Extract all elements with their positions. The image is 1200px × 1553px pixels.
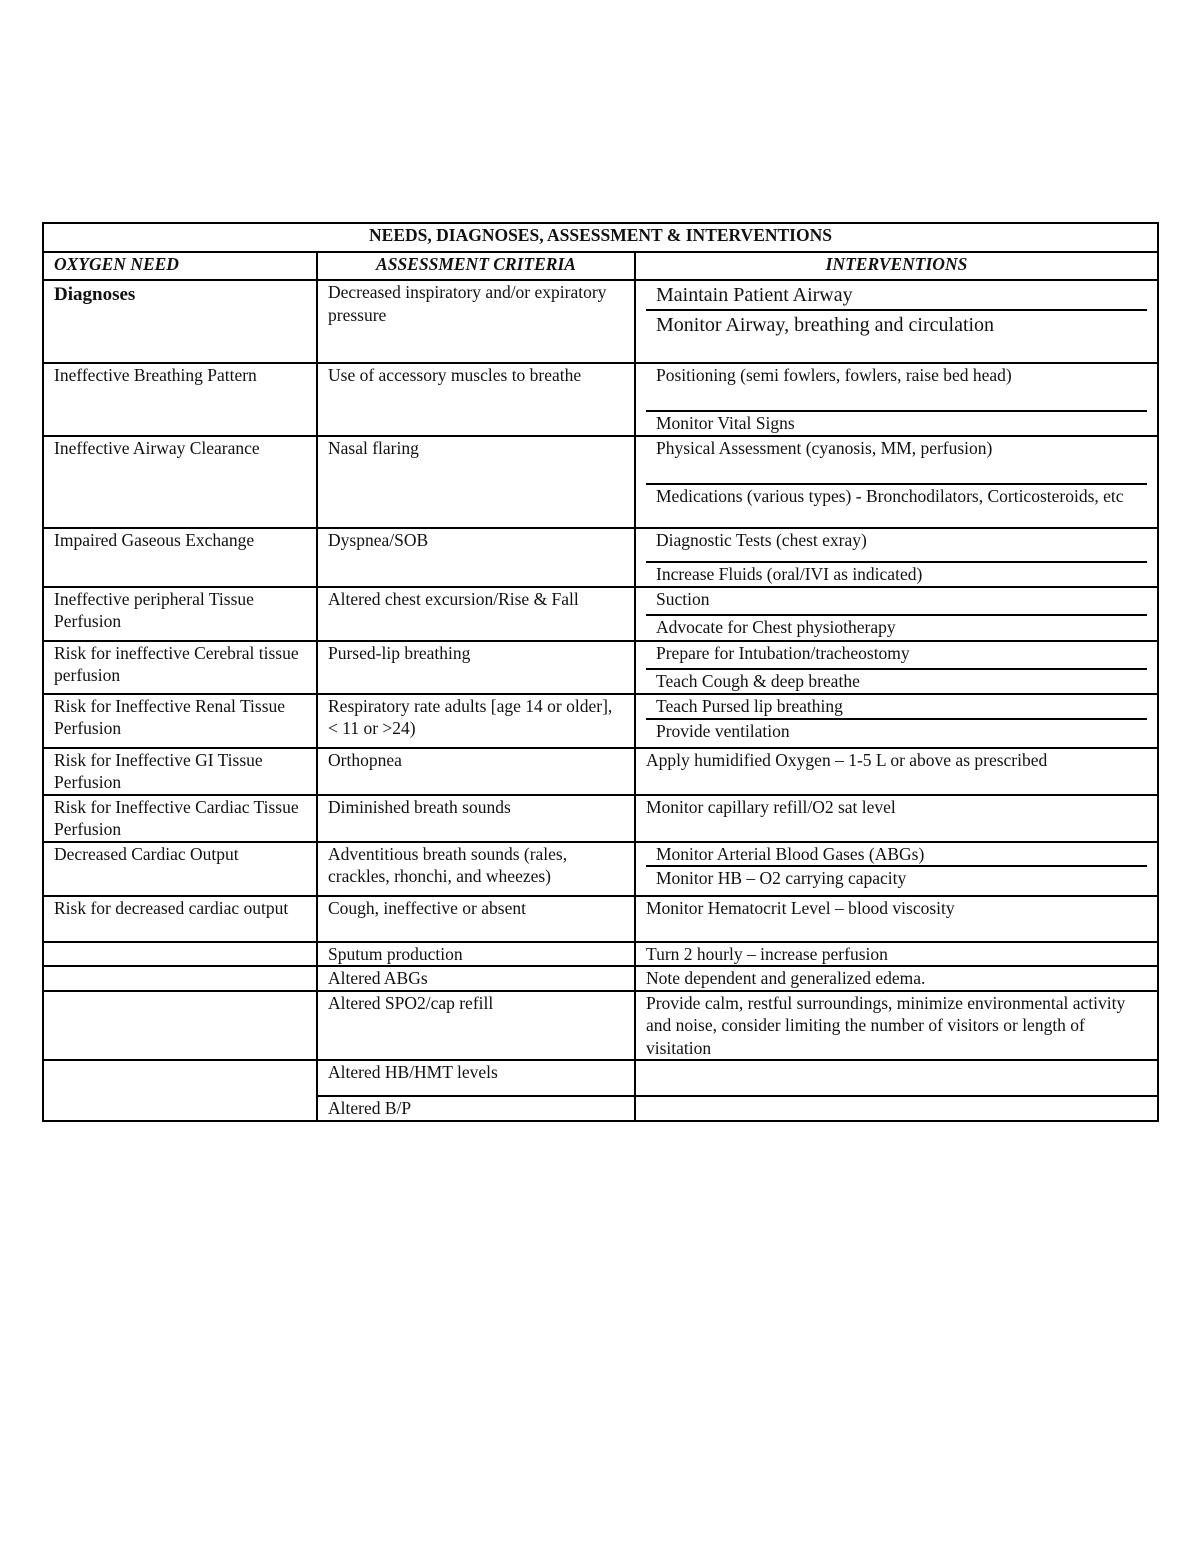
intervention-item: Monitor Vital Signs [646,410,1147,435]
need-cell: Risk for ineffective Cerebral tissue perfusion [43,641,317,694]
table-title: NEEDS, DIAGNOSES, ASSESSMENT & INTERVENTIONS [43,223,1158,252]
intervention-item: Teach Cough & deep breathe [646,668,1147,693]
interventions-cell [635,280,1158,363]
interventions-cell: Turn 2 hourly – increase perfusion [635,942,1158,967]
table-row [43,587,1158,641]
criteria-cell: Sputum production [317,942,635,967]
need-cell [43,1060,317,1121]
criteria-cell: Nasal flaring [317,436,635,528]
need-cell [43,966,317,991]
table-row [43,842,1158,896]
criteria-cell: Diminished breath sounds [317,795,635,842]
diagnoses-label: Diagnoses [54,284,136,305]
criteria-cell: Altered chest excursion/Rise & Fall [317,587,635,641]
need-cell: Decreased Cardiac Output [43,842,317,896]
interventions-cell [635,842,1158,896]
intervention-item: Diagnostic Tests (chest exray) [656,530,867,550]
interventions-cell [635,436,1158,528]
criteria-cell: Orthopnea [317,748,635,795]
interventions-cell: Provide calm, restful surroundings, minimize environmental activity and noise, consider limiting the number of visitors or length of visitation [635,991,1158,1061]
intervention-item: Provide ventilation [646,718,1147,743]
header-oxygen-need: OXYGEN NEED [43,252,317,280]
table-row [43,641,1158,694]
interventions-cell: Monitor capillary refill/O2 sat level [635,795,1158,842]
intervention-item: Teach Pursed lip breathing [656,695,843,716]
need-cell: Ineffective peripheral Tissue Perfusion [43,587,317,641]
criteria-cell: Altered SPO2/cap refill [317,991,635,1061]
need-cell: Risk for Ineffective Cardiac Tissue Perfusion [43,795,317,842]
interventions-cell [635,587,1158,641]
table-row [43,694,1158,748]
needs-table [42,222,1159,1122]
need-cell: Risk for Ineffective GI Tissue Perfusion [43,748,317,795]
interventions-cell [635,641,1158,694]
interventions-cell [635,528,1158,587]
interventions-cell [635,1060,1158,1096]
interventions-cell [635,694,1158,748]
table-row [43,748,1158,795]
need-cell: Ineffective Breathing Pattern [43,363,317,436]
table-row [43,991,1158,1061]
interventions-cell [635,1096,1158,1121]
need-cell: Risk for decreased cardiac output [43,896,317,942]
intervention-item: Physical Assessment (cyanosis, MM, perfusion) [656,438,993,458]
intervention-item: Prepare for Intubation/tracheostomy [656,642,910,663]
criteria-cell: Altered ABGs [317,966,635,991]
need-cell [43,991,317,1061]
criteria-cell: Respiratory rate adults [age 14 or older], < 11 or >24) [317,694,635,748]
criteria-cell: Pursed-lip breathing [317,641,635,694]
interventions-cell: Apply humidified Oxygen – 1-5 L or above as prescribed [635,748,1158,795]
header-interventions: INTERVENTIONS [635,252,1158,280]
criteria-cell: Use of accessory muscles to breathe [317,363,635,436]
criteria-cell: Adventitious breath sounds (rales, crackles, rhonchi, and wheezes) [317,842,635,896]
intervention-item: Positioning (semi fowlers, fowlers, raise bed head) [656,365,1012,385]
need-cell: Ineffective Airway Clearance [43,436,317,528]
table-row [43,280,1158,363]
interventions-cell [635,363,1158,436]
interventions-cell: Note dependent and generalized edema. [635,966,1158,991]
table-row [43,436,1158,528]
table-row [43,896,1158,942]
criteria-cell: Cough, ineffective or absent [317,896,635,942]
need-cell: Risk for Ineffective Renal Tissue Perfusion [43,694,317,748]
intervention-item: Suction [656,588,710,609]
intervention-item: Medications (various types) - Bronchodilators, Corticosteroids, etc [646,483,1147,508]
header-assessment-criteria: ASSESSMENT CRITERIA [317,252,635,280]
intervention-item: Monitor HB – O2 carrying capacity [646,865,1147,890]
need-cell [43,942,317,967]
criteria-cell: Altered B/P [317,1096,635,1121]
table-row [43,795,1158,842]
criteria-cell: Dyspnea/SOB [317,528,635,587]
table-row [43,1060,1158,1096]
interventions-cell: Monitor Hematocrit Level – blood viscosity [635,896,1158,942]
intervention-item: Maintain Patient Airway [656,284,853,306]
criteria-cell: Decreased inspiratory and/or expiratory pressure [317,280,635,363]
table-row [43,363,1158,436]
intervention-item: Monitor Arterial Blood Gases (ABGs) [656,843,925,864]
table-row [43,942,1158,967]
table-row [43,528,1158,587]
need-cell: Impaired Gaseous Exchange [43,528,317,587]
intervention-item: Increase Fluids (oral/IVI as indicated) [646,561,1147,586]
intervention-item: Monitor Airway, breathing and circulation [646,309,1147,339]
need-cell [43,280,317,363]
table-row [43,966,1158,991]
criteria-cell: Altered HB/HMT levels [317,1060,635,1096]
intervention-item: Advocate for Chest physiotherapy [646,614,1147,639]
